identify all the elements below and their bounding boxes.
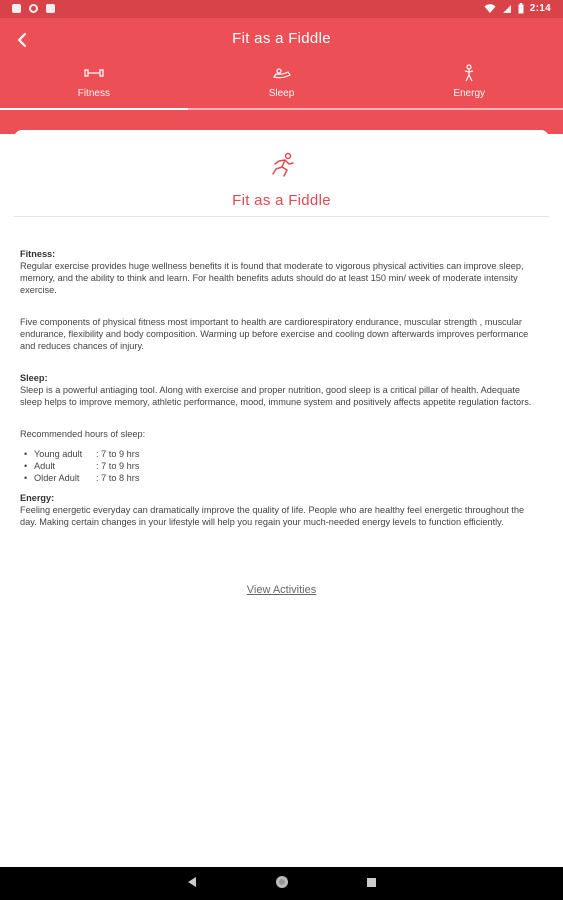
back-triangle-icon[interactable] [187,876,197,888]
tab-label: Sleep [268,88,295,99]
sleep-title: Sleep: [20,373,48,383]
list-item: • Adult : 7 to 9 hrs [24,461,140,471]
notification-icon [12,4,21,13]
divider [14,216,549,217]
sd-card-icon [46,4,55,13]
tab-label: Fitness [77,88,110,99]
tab-energy[interactable] [375,62,563,102]
tab-bar [0,62,563,102]
tab-selected-indicator [0,108,188,110]
card-heading: Fit as a Fiddle [232,192,331,209]
tab-sleep[interactable] [188,62,376,102]
home-circle-icon[interactable] [275,875,289,889]
record-icon [29,4,38,13]
app-header [0,18,563,134]
battery-icon [518,3,524,14]
system-nav-bar [0,867,563,900]
fitness-paragraph-2: Five components of physical fitness most important to health are cardiorespiratory endurance, muscular strength , muscular endurance, flexibility and body composition. Warming up before exercise and cooling down afterwards improves performance and reduces chances of injury. [20,317,529,351]
article-body [20,248,540,528]
status-bar [0,0,563,18]
list-item: • Older Adult : 7 to 8 hrs [24,473,140,483]
fitness-paragraph-1: Regular exercise provides huge wellness benefits it is found that moderate to vigorous physical activities can improve sleep, memory, and the ability to think and learn. For health benefits aduts should do at least 150 min/ week of moderate intensity exercise. [20,261,524,295]
energy-icon [462,64,476,82]
sleep-icon [272,66,292,80]
list-item: • Young adult : 7 to 9 hrs [24,449,140,459]
recents-square-icon[interactable] [367,878,376,887]
sleep-recommendation: Recommended hours of sleep: [20,429,146,439]
tab-fitness[interactable] [0,62,188,102]
page-title: Fit as a Fiddle [232,30,331,47]
fitness-title: Fitness: [20,249,56,259]
status-time: 2:14 [529,3,551,14]
dumbbell-icon [84,67,104,79]
running-person-icon [269,152,295,178]
tab-label: Energy [453,88,486,99]
sleep-hours-list [20,448,540,484]
signal-icon [502,4,512,14]
energy-paragraph-1: Feeling energetic everyday can dramatically improve the quality of life. People who are healthy feel energetic throughout the day. Making certain changes in your lifestyle will help you regain your much-needed energy levels to function efficiently. [20,505,525,527]
wifi-icon [484,4,496,14]
energy-title: Energy: [20,493,55,503]
view-activities-link[interactable]: View Activities [246,584,317,596]
sleep-paragraph-1: Sleep is a powerful antiaging tool. Along with exercise and proper nutrition, good sleep is a critical pillar of health. Adequate sleep helps to improve memory, athletic performance, mood, immune system and positively affects appetite regulation factors. [20,385,532,407]
